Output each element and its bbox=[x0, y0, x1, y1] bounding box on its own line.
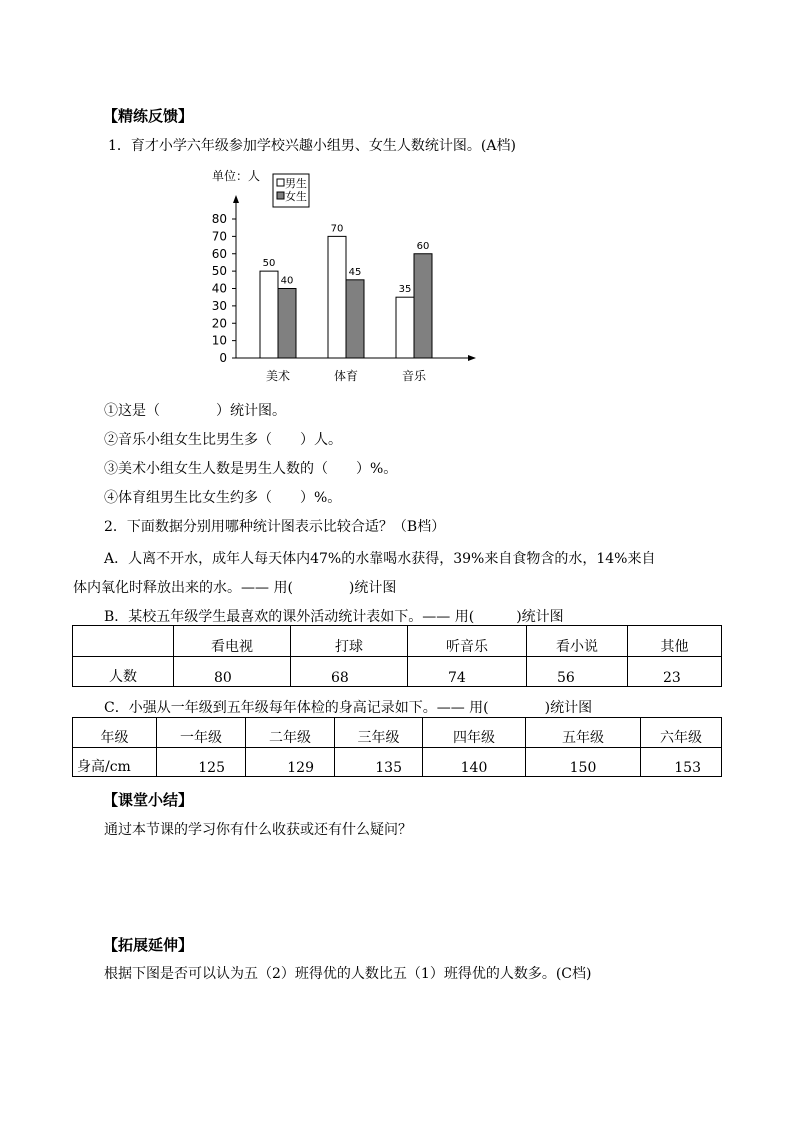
bar-chart bbox=[200, 165, 500, 390]
data-label: 35 bbox=[398, 284, 412, 296]
table-cell: 二年级 bbox=[269, 729, 311, 746]
chart-unit-label: 单位：人 bbox=[212, 169, 261, 183]
table-cell: 56 bbox=[557, 670, 575, 686]
section-extension-heading: 【拓展延伸】 bbox=[103, 936, 194, 954]
y-tick-label: 40 bbox=[211, 281, 227, 296]
table-row bbox=[73, 747, 722, 777]
table-cell: 打球 bbox=[335, 638, 363, 655]
question-1-title: 1．育才小学六年级参加学校兴趣小组男、女生人数统计图。(A档) bbox=[108, 138, 516, 154]
table-cell: 68 bbox=[331, 670, 349, 686]
bar-female bbox=[414, 254, 432, 358]
table-cell: 125 bbox=[198, 760, 225, 776]
table-cell: 三年级 bbox=[357, 729, 400, 746]
bar-male bbox=[260, 271, 278, 358]
table-cell: 看电视 bbox=[211, 638, 253, 655]
x-axis-arrow bbox=[468, 355, 476, 361]
table-cell: 看小说 bbox=[556, 638, 598, 655]
chart-legend bbox=[273, 174, 309, 207]
y-tick-label: 80 bbox=[211, 212, 227, 226]
table-cell: 129 bbox=[287, 760, 314, 776]
table-row-label: 人数 bbox=[109, 669, 137, 685]
summary-question: 通过本节课的学习你有什么收获或还有什么疑问？ bbox=[104, 822, 412, 838]
data-label: 45 bbox=[348, 266, 362, 278]
section-practice-heading: 【精练反馈】 bbox=[103, 107, 194, 125]
q2-b-text: B．某校五年级学生最喜欢的课外活动统计表如下。—— 用( )统计图 bbox=[104, 609, 564, 625]
q2-a-line-2: 体内氧化时释放出来的水。—— 用( )统计图 bbox=[73, 580, 397, 596]
table-cell: 其他 bbox=[660, 638, 689, 655]
q1-item-3: ③美术小组女生人数是男生人数的（ ）%。 bbox=[104, 461, 398, 477]
activity-table bbox=[72, 625, 722, 687]
bar-female bbox=[346, 280, 364, 358]
table-cell: 一年级 bbox=[180, 729, 222, 746]
legend-swatch-female bbox=[277, 192, 284, 199]
table-cell: 六年级 bbox=[660, 729, 702, 746]
table-cell: 五年级 bbox=[562, 729, 604, 746]
table-cell: 74 bbox=[448, 670, 466, 686]
legend-label-male: 男生 bbox=[285, 177, 307, 190]
table-row-label: 身高/cm bbox=[77, 759, 131, 775]
table-cell: 80 bbox=[214, 670, 232, 686]
y-tick-label: 30 bbox=[211, 298, 227, 313]
x-category-label: 体育 bbox=[333, 369, 359, 383]
table-cell: 153 bbox=[674, 760, 701, 776]
table-header-row bbox=[73, 718, 722, 748]
q1-item-1: ①这是（ ）统计图。 bbox=[104, 403, 286, 419]
y-tick-label: 20 bbox=[211, 316, 227, 331]
table-cell: 140 bbox=[460, 760, 488, 776]
question-2-title: 2．下面数据分别用哪种统计图表示比较合适？（B档） bbox=[104, 519, 446, 535]
table-cell: 听音乐 bbox=[446, 638, 488, 655]
table-cell: 年级 bbox=[100, 729, 129, 746]
legend-label-female: 女生 bbox=[285, 190, 307, 203]
q1-item-4: ④体育组男生比女生约多（ ）%。 bbox=[104, 490, 342, 506]
y-tick-label: 60 bbox=[211, 246, 227, 261]
data-label: 50 bbox=[262, 258, 276, 270]
bar-male bbox=[396, 297, 414, 358]
x-category-label: 美术 bbox=[265, 369, 291, 383]
y-tick-label: 0 bbox=[219, 351, 227, 365]
legend-swatch-male bbox=[277, 179, 284, 186]
table-cell: 四年级 bbox=[453, 729, 495, 746]
y-tick-label: 70 bbox=[211, 229, 227, 244]
x-category-label: 音乐 bbox=[401, 369, 427, 383]
data-label: 40 bbox=[280, 275, 294, 287]
q2-c-text: C．小强从一年级到五年级每年体检的身高记录如下。—— 用( )统计图 bbox=[104, 700, 593, 716]
q2-a-line-1: A．人离不开水，成年人每天体内47%的水靠喝水获得，39%来自食物含的水，14%来自 bbox=[104, 551, 656, 567]
data-label: 70 bbox=[330, 223, 344, 235]
q1-item-2: ②音乐小组女生比男生多（ ）人。 bbox=[104, 432, 342, 448]
y-tick-label: 50 bbox=[211, 264, 227, 279]
table-header-row bbox=[73, 626, 722, 657]
bar-female bbox=[278, 289, 296, 359]
y-tick-label: 10 bbox=[211, 333, 227, 348]
extension-question: 根据下图是否可以认为五（2）班得优的人数比五（1）班得优的人数多。(C档) bbox=[104, 966, 592, 982]
data-label: 60 bbox=[416, 240, 430, 252]
height-table bbox=[72, 717, 722, 777]
table-cell: 150 bbox=[569, 760, 597, 776]
bar-male bbox=[328, 236, 346, 358]
section-summary-heading: 【课堂小结】 bbox=[103, 791, 194, 809]
table-cell: 23 bbox=[663, 670, 681, 686]
y-axis-arrow bbox=[233, 195, 239, 203]
table-cell: 135 bbox=[375, 760, 402, 776]
table-row bbox=[73, 656, 722, 687]
